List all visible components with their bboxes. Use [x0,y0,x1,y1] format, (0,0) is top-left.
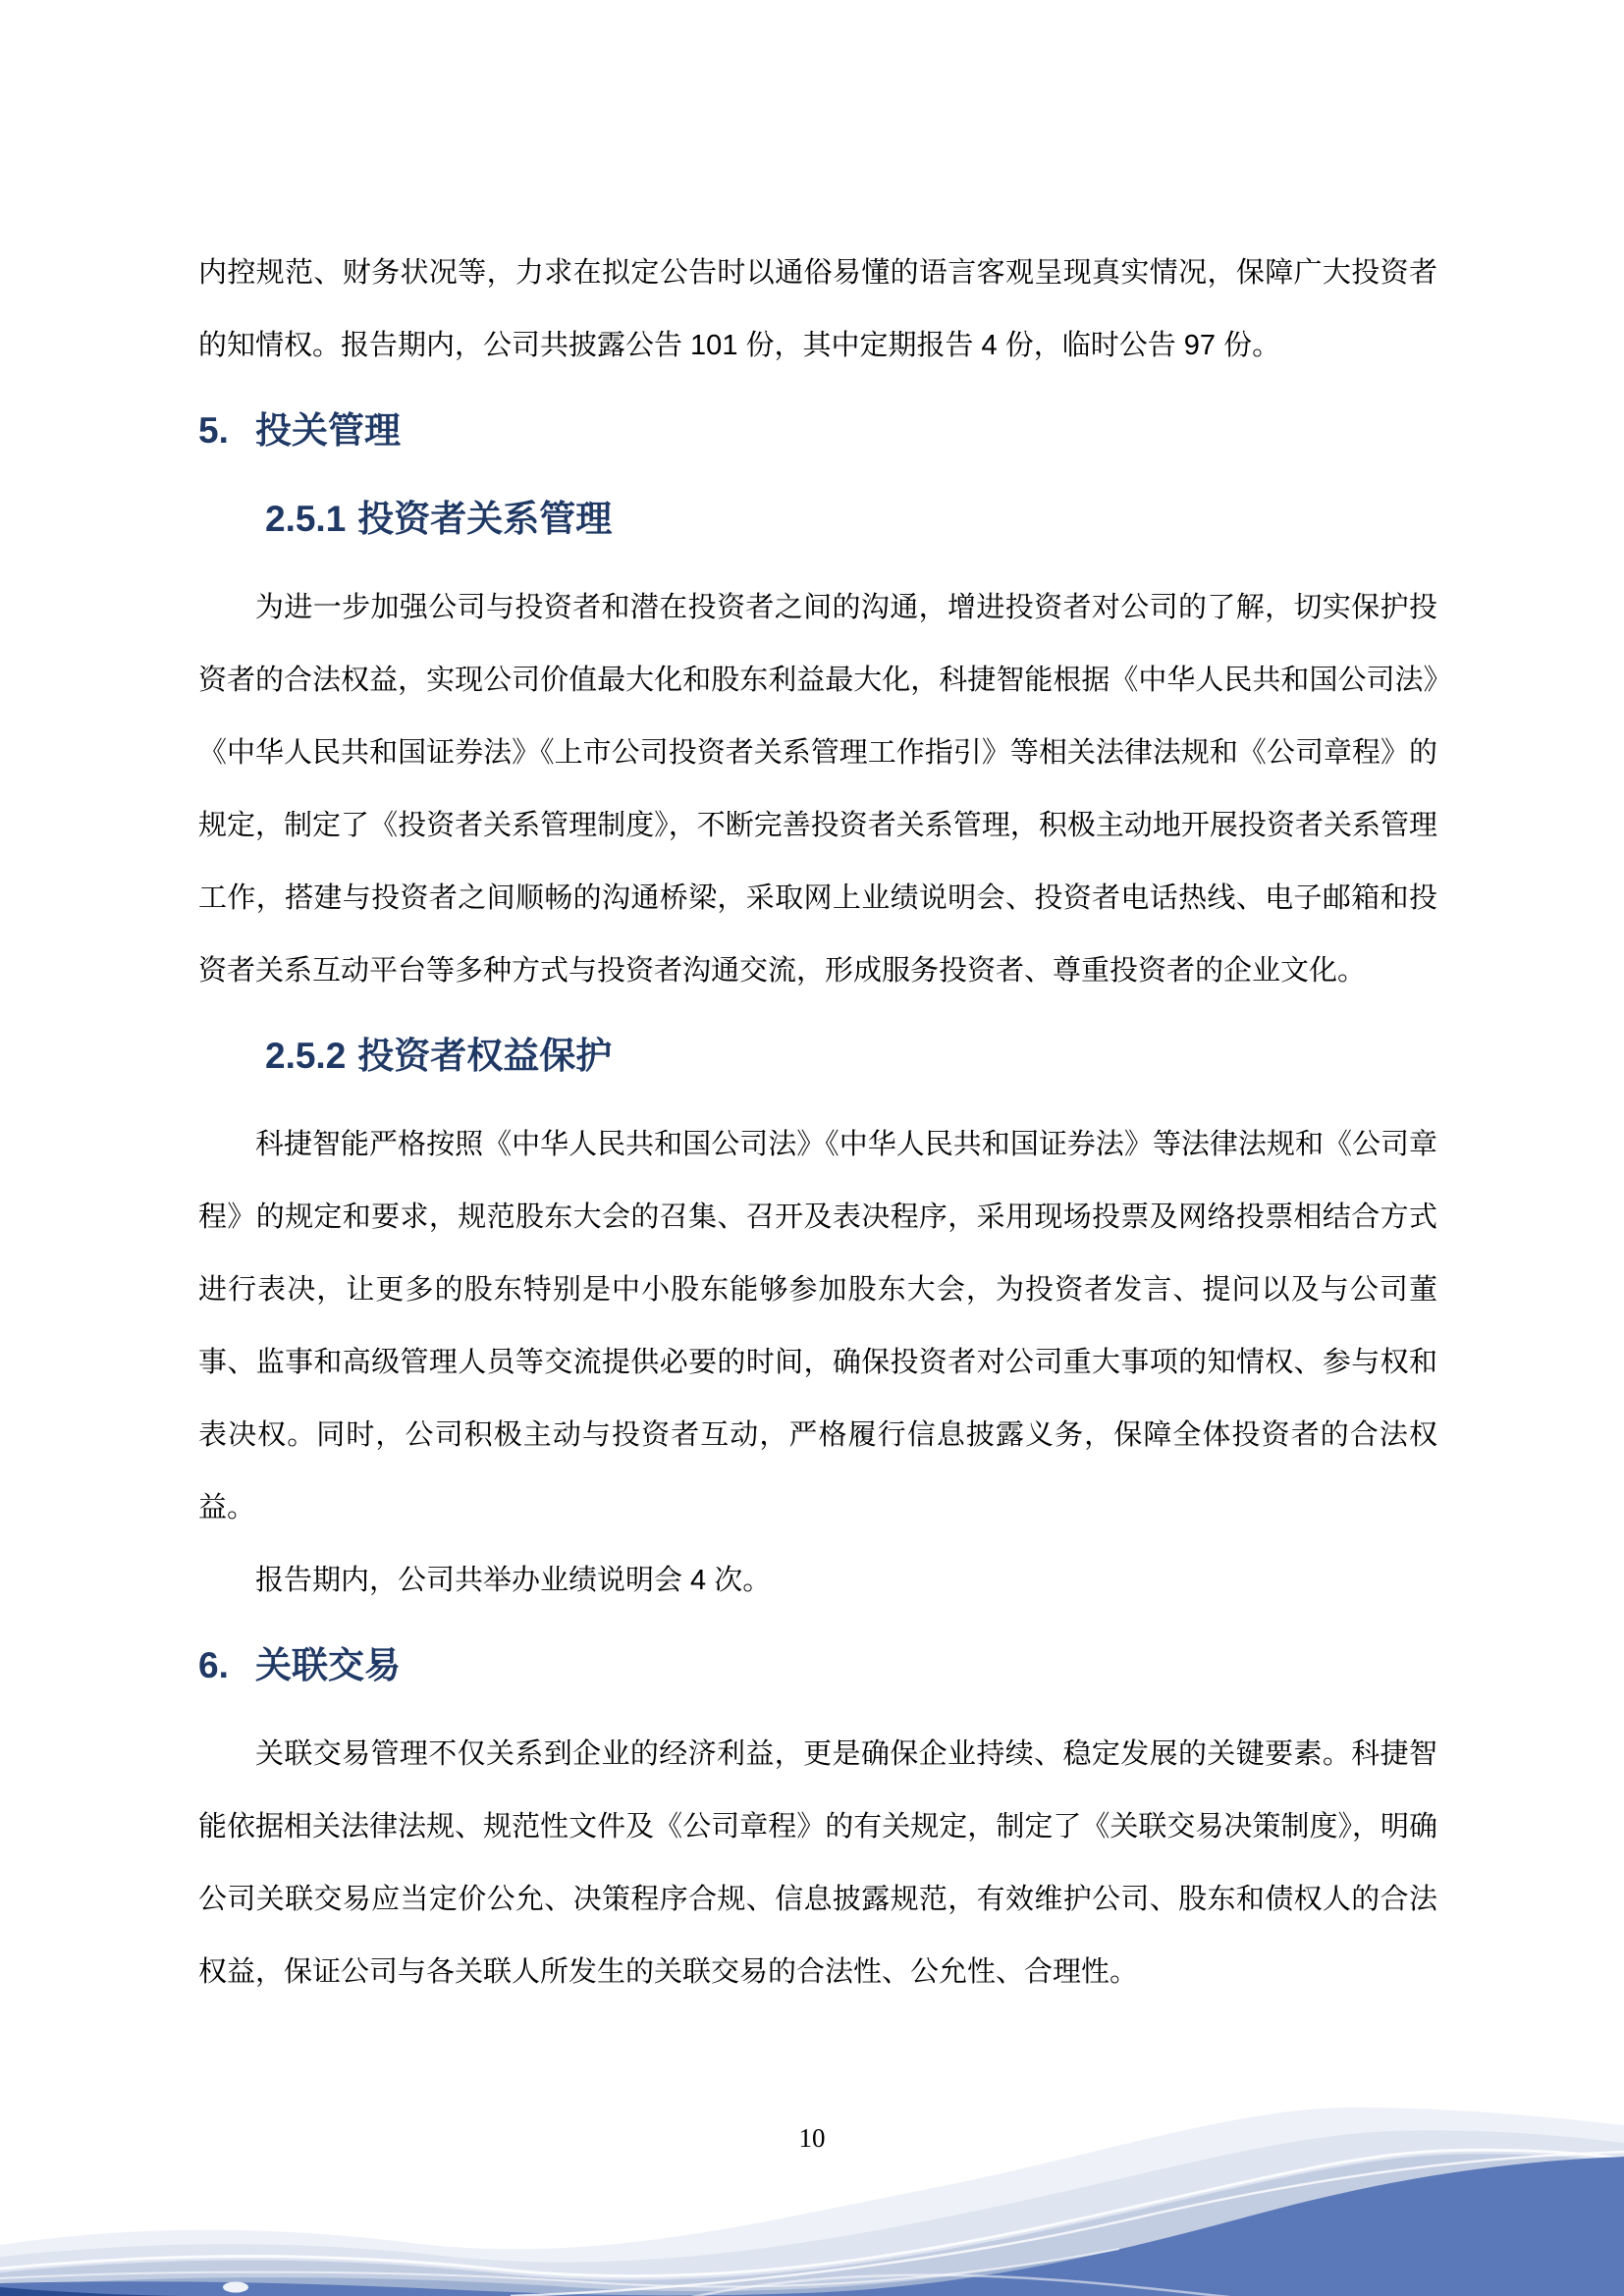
page-number: 10 [798,2123,826,2153]
section-title: 关联交易 [255,1645,401,1685]
body-paragraph: 为进一步加强公司与投资者和潜在投资者之间的沟通，增进投资者对公司的了解，切实保护投资者的合法权益，实现公司价值最大化和股东利益最大化，科捷智能根据《中华人民共和国公司法》《中华人民共和国证券法》《上市公司投资者关系管理工作指引》等相关法律法规和《公司章程》的规定，制定了《投资者关系管理制度》，不断完善投资者关系管理，积极主动地开展投资者关系管理工作，搭建与投资者之间顺畅的沟通桥梁，采取网上业绩说明会、投资者电话热线、电子邮箱和投资者关系互动平台等多种方式与投资者沟通交流，形成服务投资者、尊重投资者的企业文化。 [198,592,1437,987]
subsection-heading-2-5-1 [265,483,1437,556]
subsection-heading-2-5-2 [265,1020,1437,1093]
section-number: 5. [198,410,229,451]
section-number: 6. [198,1645,229,1685]
wave-svg [0,1962,1624,2296]
section-title: 投关管理 [255,410,401,451]
subsection-number: 2.5.2 [265,1036,347,1076]
footer-wave-decoration [0,1962,1624,2296]
body-paragraph: 内控规范、财务状况等，力求在拟定公告时以通俗易懂的语言客观呈现真实情况，保障广大投资者的知情权。报告期内，公司共披露公告 101 份，其中定期报告 4 份，临时公告 97 份。 [198,257,1437,361]
section-heading-6 [198,1629,1437,1702]
wave-white-dot [223,2282,248,2293]
body-paragraph: 关联交易管理不仅关系到企业的经济利益，更是确保企业持续、稳定发展的关键要素。科捷智能依据相关法律法规、规范性文件及《公司章程》的有关规定，制定了《关联交易决策制度》，明确公司关联交易应当定价公允、决策程序合规、信息披露规范，有效维护公司、股东和债权人的合法权益，保证公司与各关联人所发生的关联交易的合法性、公允性、合理性。 [198,1738,1437,1988]
body-paragraph: 报告期内，公司共举办业绩说明会 4 次。 [255,1565,772,1596]
subsection-number: 2.5.1 [265,499,347,539]
document-body [198,237,1437,2008]
section-heading-5 [198,395,1437,467]
subsection-title: 投资者权益保护 [357,1036,613,1076]
body-paragraph: 科捷智能严格按照《中华人民共和国公司法》《中华人民共和国证券法》等法律法规和《公司章程》的规定和要求，规范股东大会的召集、召开及表决程序，采用现场投票及网络投票相结合方式进行表决，让更多的股东特别是中小股东能够参加股东大会，为投资者发言、提问以及与公司董事、监事和高级管理人员等交流提供必要的时间，确保投资者对公司重大事项的知情权、参与权和表决权。同时，公司积极主动与投资者互动，严格履行信息披露义务，保障全体投资者的合法权益。 [198,1129,1437,1523]
subsection-title: 投资者关系管理 [357,499,613,539]
